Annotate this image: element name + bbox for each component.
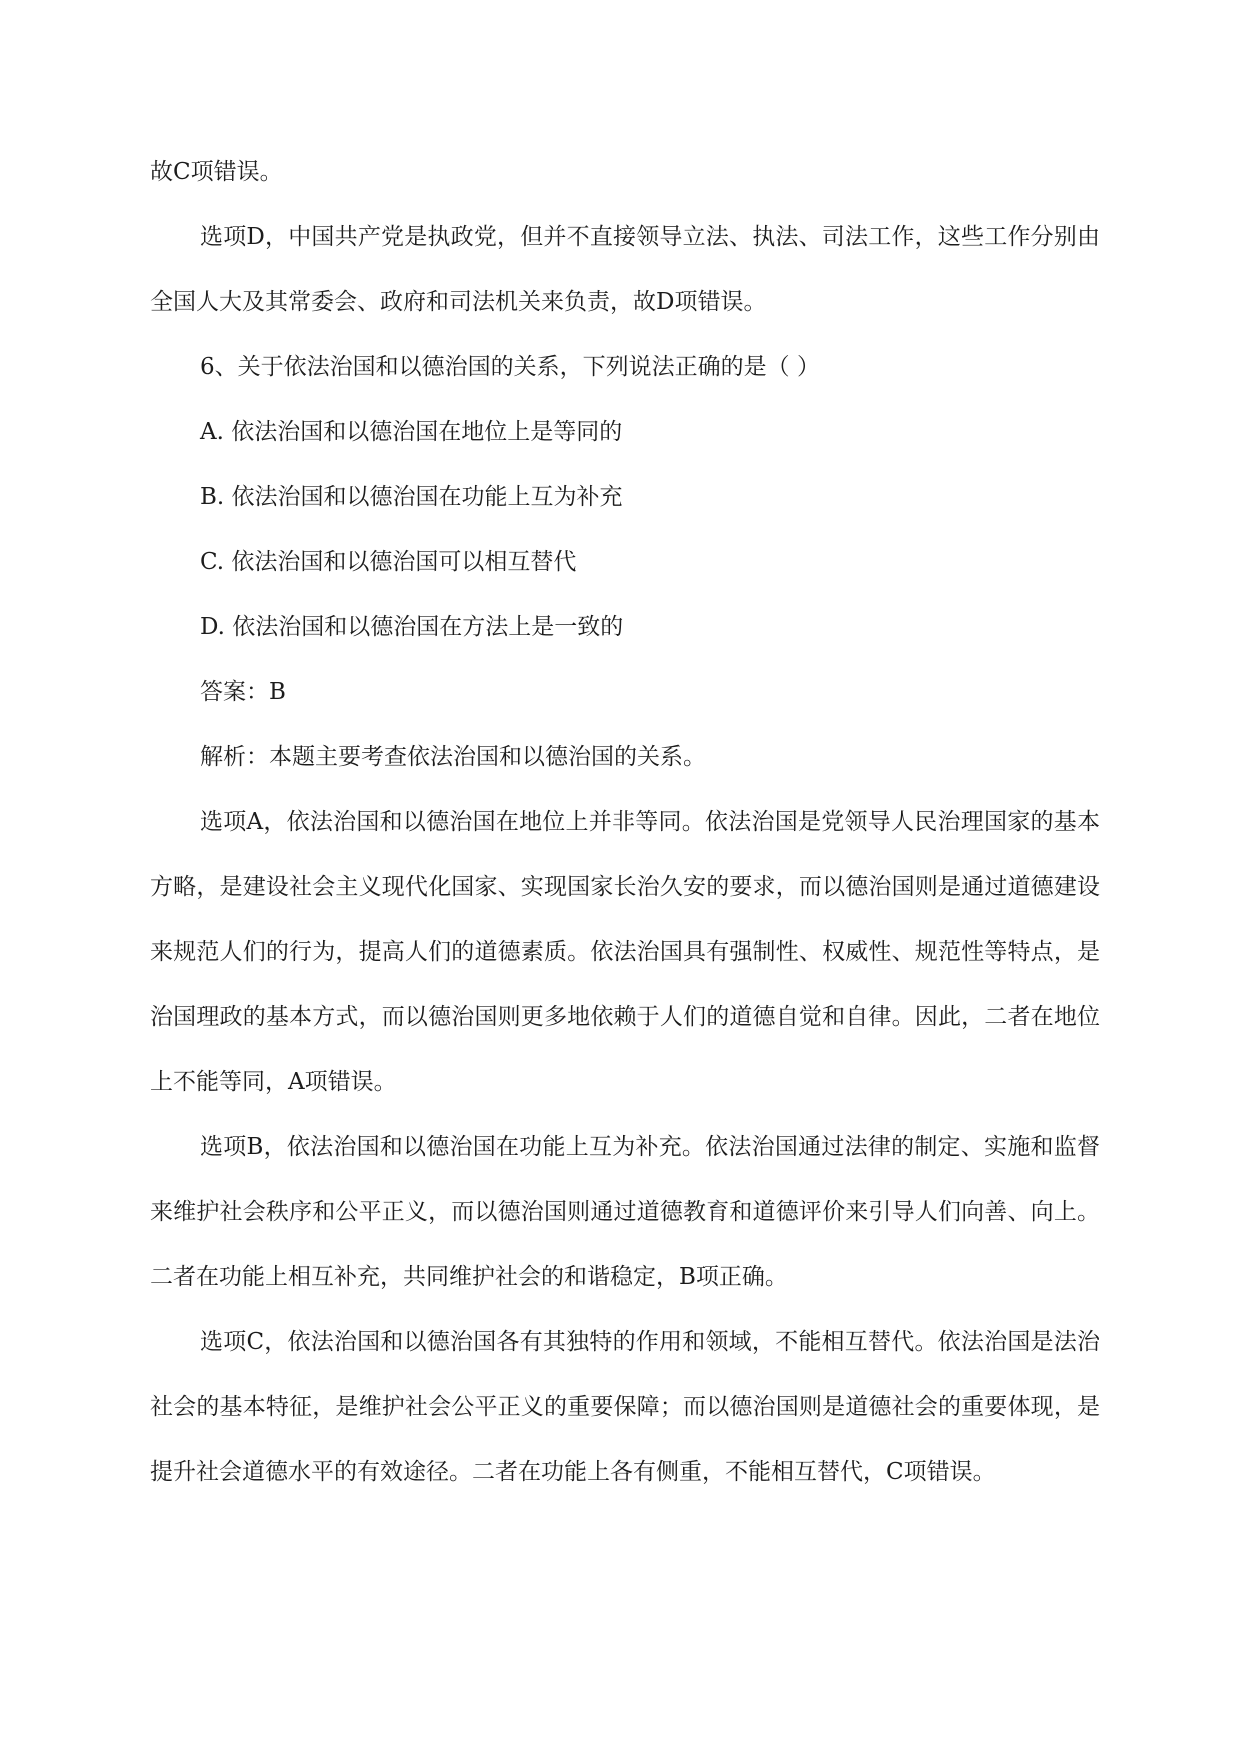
explanation-c: 选项C，依法治国和以德治国各有其独特的作用和领域，不能相互替代。依法治国是法治社会的基本特征，是维护社会公平正义的重要保障；而以德治国则是道德社会的重要体现，是提升社会道德水平的有效途径。二者在功能上各有侧重，不能相互替代，C项错误。 [150, 1329, 1100, 1485]
option-a: A. 依法治国和以德治国在地位上是等同的 [200, 419, 623, 445]
continuation-text: 故C项错误。 [150, 159, 283, 185]
option-b: B. 依法治国和以德治国在功能上互为补充 [200, 484, 623, 510]
question-6: 6、关于依法治国和以德治国的关系，下列说法正确的是（ ） [200, 354, 820, 380]
answer: 答案：B [200, 679, 286, 705]
explanation-a: 选项A，依法治国和以德治国在地位上并非等同。依法治国是党领导人民治理国家的基本方略，是建设社会主义现代化国家、实现国家长治久安的要求，而以德治国则是通过道德建设来规范人们的行为，提高人们的道德素质。依法治国具有强制性、权威性、规范性等特点，是治国理政的基本方式，而以德治国则更多地依赖于人们的道德自觉和自律。因此，二者在地位上不能等同，A项错误。 [150, 809, 1100, 1095]
analysis-intro: 解析：本题主要考查依法治国和以德治国的关系。 [200, 744, 706, 770]
prev-option-d-explanation: 选项D，中国共产党是执政党，但并不直接领导立法、执法、司法工作，这些工作分别由全国人大及其常委会、政府和司法机关来负责，故D项错误。 [150, 224, 1100, 315]
explanation-b: 选项B，依法治国和以德治国在功能上互为补充。依法治国通过法律的制定、实施和监督来维护社会秩序和公平正义，而以德治国则通过道德教育和道德评价来引导人们向善、向上。二者在功能上相互补充，共同维护社会的和谐稳定，B项正确。 [150, 1134, 1100, 1290]
option-c: C. 依法治国和以德治国可以相互替代 [200, 549, 577, 575]
option-d: D. 依法治国和以德治国在方法上是一致的 [200, 614, 624, 640]
document-page [150, 140, 1100, 1505]
